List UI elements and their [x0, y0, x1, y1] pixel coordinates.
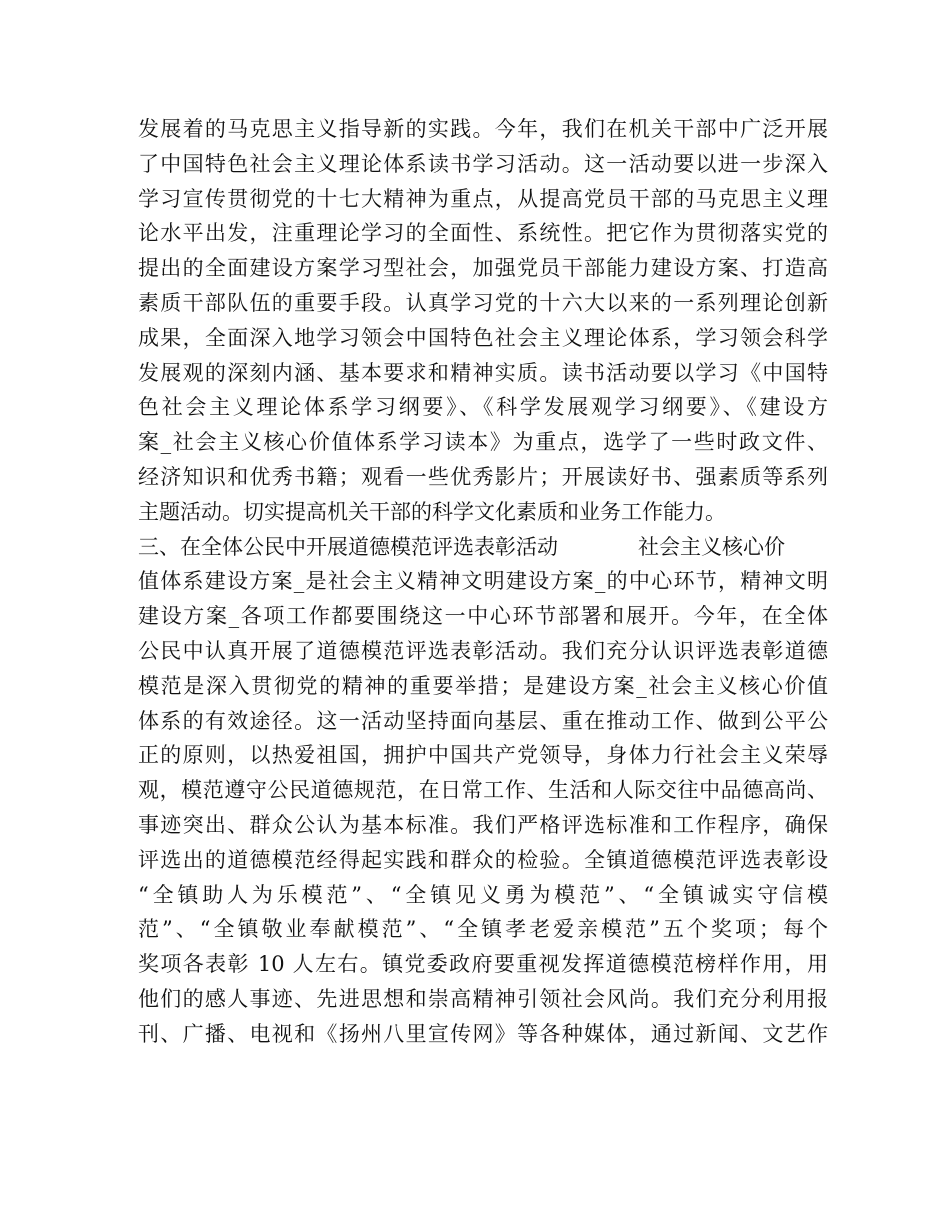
text-line: 值体系建设方案_是社会主义精神文明建设方案_的中心环节，精神文明 [138, 569, 828, 594]
document-body [138, 112, 828, 1052]
text-line: 提出的全面建设方案学习型社会，加强党员干部能力建设方案、打造高 [138, 256, 828, 281]
text-line: 经济知识和优秀书籍；观看一些优秀影片；开展读好书、强素质等系列 [138, 464, 828, 489]
text-line: 学习宣传贯彻党的十七大精神为重点，从提高党员干部的马克思主义理 [138, 186, 828, 211]
paragraph-1 [138, 112, 828, 530]
text-line: 发展观的深刻内涵、基本要求和精神实质。读书活动要以学习《中国特 [138, 360, 828, 385]
text-line: 了中国特色社会主义理论体系读书学习活动。这一活动要以进一步深入 [138, 151, 828, 176]
text-line: 观，模范遵守公民道德规范，在日常工作、生活和人际交往中品德高尚、 [138, 778, 828, 803]
text-line: 案_社会主义核心价值体系学习读本》为重点，选学了一些时政文件、 [138, 430, 828, 455]
text-line: 他们的感人事迹、先进思想和崇高精神引领社会风尚。我们充分利用报 [138, 986, 828, 1011]
section-3-heading-tail: 社会主义核心价 [638, 534, 785, 559]
text-line: 刊、广播、电视和《扬州八里宣传网》等各种媒体，通过新闻、文艺作 [138, 1021, 828, 1046]
section-3-heading-line [138, 530, 828, 565]
text-line: 主题活动。切实提高机关干部的科学文化素质和业务工作能力。 [138, 499, 726, 524]
text-line: 事迹突出、群众公认为基本标准。我们严格评选标准和工作程序，确保 [138, 812, 828, 837]
text-line: 素质干部队伍的重要手段。认真学习党的十六大以来的一系列理论创新 [138, 290, 828, 315]
text-line: 体系的有效途径。这一活动坚持面向基层、重在推动工作、做到公平公 [138, 708, 828, 733]
text-line: 建设方案_各项工作都要围绕这一中心环节部署和展开。今年，在全体 [138, 604, 828, 629]
paragraph-2 [138, 564, 828, 1051]
text-line: 评选出的道德模范经得起实践和群众的检验。全镇道德模范评选表彰设 [138, 847, 828, 872]
text-line: “全镇助人为乐模范”、“全镇见义勇为模范”、“全镇诚实守信模 [138, 882, 828, 907]
text-line: 奖项各表彰 10 人左右。镇党委政府要重视发挥道德模范榜样作用，用 [138, 952, 828, 977]
text-line: 模范是深入贯彻党的精神的重要举措；是建设方案_社会主义核心价值 [138, 673, 828, 698]
text-line: 正的原则，以热爱祖国，拥护中国共产党领导，身体力行社会主义荣辱 [138, 743, 828, 768]
text-line: 成果，全面深入地学习领会中国特色社会主义理论体系，学习领会科学 [138, 325, 828, 350]
text-line: 发展着的马克思主义指导新的实践。今年，我们在机关干部中广泛开展 [138, 117, 828, 141]
text-line: 色社会主义理论体系学习纲要》、《科学发展观学习纲要》、《建设方 [138, 395, 828, 420]
section-3-heading: 三、在全体公民中开展道德模范评选表彰活动 [138, 534, 558, 559]
text-line: 公民中认真开展了道德模范评选表彰活动。我们充分认识评选表彰道德 [138, 638, 828, 663]
text-line: 范”、“全镇敬业奉献模范”、“全镇孝老爱亲模范”五个奖项；每个 [138, 917, 828, 942]
text-line: 论水平出发，注重理论学习的全面性、系统性。把它作为贯彻落实党的 [138, 221, 828, 246]
